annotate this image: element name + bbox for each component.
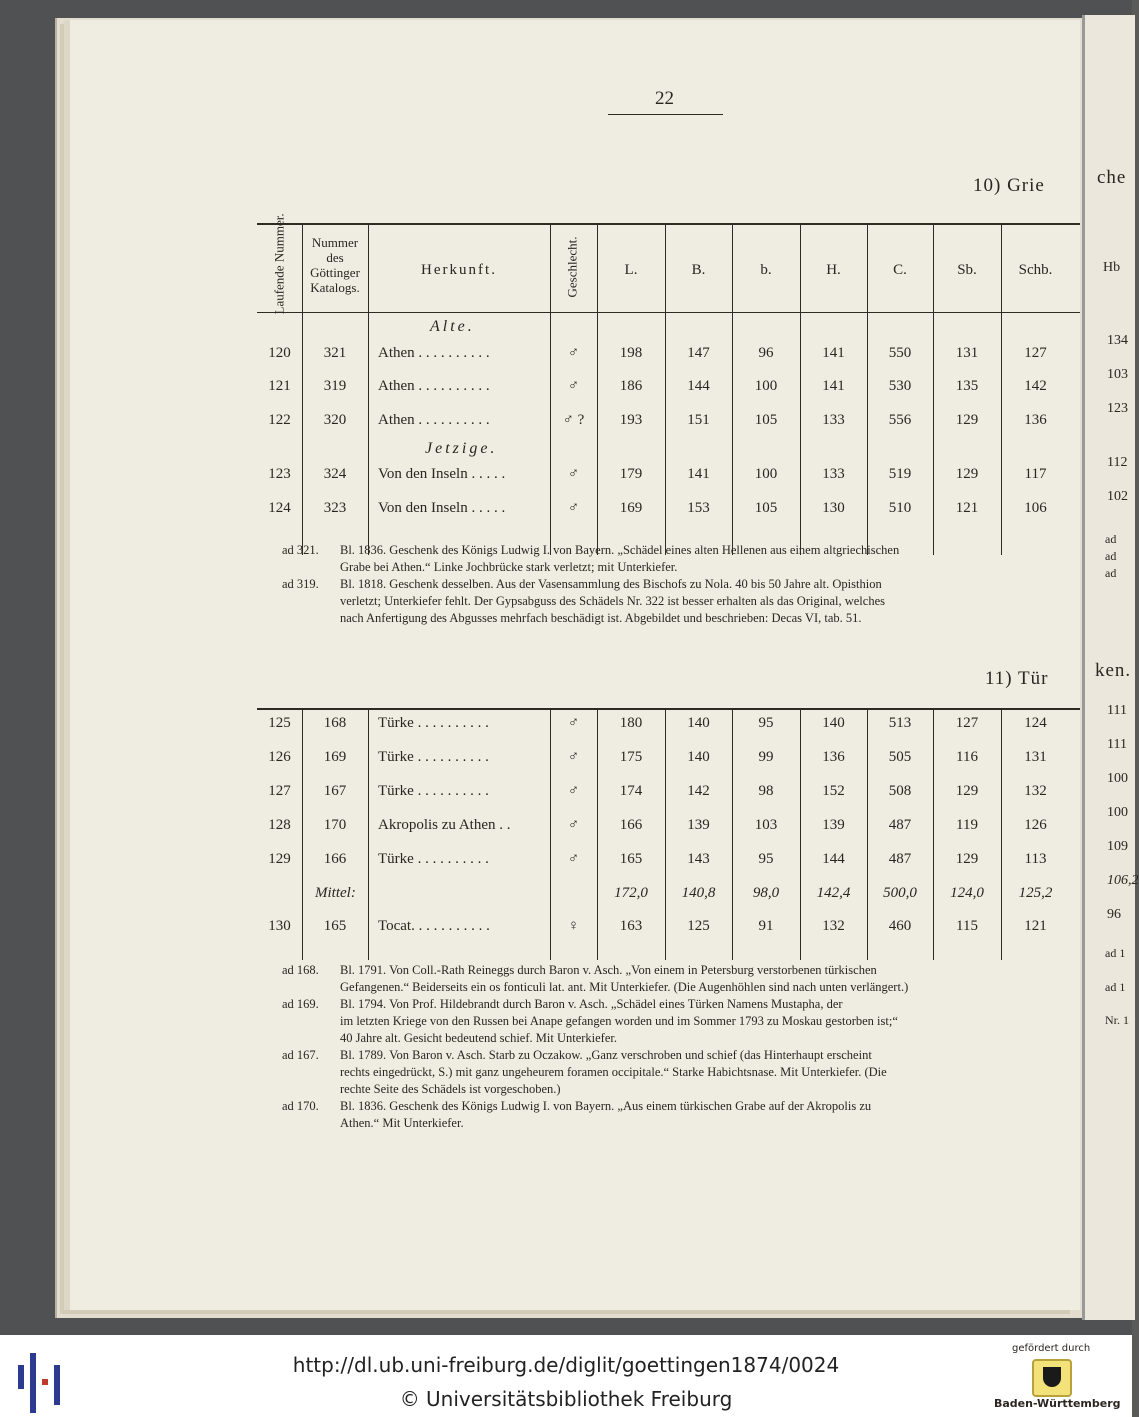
table-cell-Sb: 115 xyxy=(956,918,978,934)
table-cell-L: 163 xyxy=(619,918,643,934)
mittel-l: 172,0 xyxy=(614,885,648,901)
table-cell-C: 505 xyxy=(888,749,912,765)
note-line: rechte Seite des Schädels ist vorgeschoben.) xyxy=(340,1082,561,1096)
table-cell-herkunft: Athen . . . . . . . . . . xyxy=(378,345,490,361)
facing-value: 111 xyxy=(1107,703,1127,718)
sponsor-top: gefördert durch xyxy=(1012,1343,1091,1354)
table-cell-sex: ♂ xyxy=(567,749,580,765)
facing-value: 106,2 xyxy=(1107,873,1139,888)
table-cell-L: 198 xyxy=(619,345,643,361)
table-cell-lfd: 121 xyxy=(268,378,291,394)
facing-value: 102 xyxy=(1107,489,1128,504)
table-cell-lfd: 129 xyxy=(268,851,291,867)
facing-note: ad 1 xyxy=(1105,980,1126,994)
table-cell-H: 130 xyxy=(822,500,845,516)
facing-value: 109 xyxy=(1107,839,1128,854)
table-cell-herkunft: Von den Inseln . . . . . xyxy=(378,466,506,482)
header-geschlecht: Geschlecht. xyxy=(564,236,580,298)
header-herkunft: Herkunft. xyxy=(421,262,497,278)
header-nummer: Nummer des Göttinger Katalogs. xyxy=(310,235,360,295)
page-number: 22 xyxy=(655,88,674,109)
table-cell-C: 510 xyxy=(888,500,912,516)
source-url[interactable]: http://dl.ub.uni-freiburg.de/diglit/goettingen1874/0024 xyxy=(292,1353,840,1377)
note-line: verletzt; Unterkiefer fehlt. Der Gypsabguss des Schädels Nr. 322 ist besser erhalten als das Original, welches xyxy=(340,594,885,608)
note-ref: ad 170. xyxy=(282,1099,319,1113)
facing-note: ad xyxy=(1105,549,1117,563)
note-line: Bl. 1836. Geschenk des Königs Ludwig I. von Bayern. „Aus einem türkischen Grabe auf der Akropolis zu xyxy=(340,1099,872,1113)
note-line: Gefangenen.“ Beiderseits ein os fonticuli lat. ant. Mit Unterkiefer. (Die Augenhöhlen sind nach unten verlängert.) xyxy=(340,980,909,994)
table-cell-nr: 165 xyxy=(323,918,347,934)
table-cell-Schb: 106 xyxy=(1024,500,1047,516)
note-ref: ad 167. xyxy=(282,1048,319,1062)
coat-of-arms-icon xyxy=(1032,1359,1072,1397)
copyright: © Universitätsbibliothek Freiburg xyxy=(399,1387,733,1411)
table-cell-lfd: 124 xyxy=(268,500,291,516)
note-line: Bl. 1791. Von Coll.-Rath Reineggs durch Baron v. Asch. „Von einem in Petersburg verstorbenen türkischen xyxy=(340,963,877,977)
table-cell-H: 140 xyxy=(822,715,845,731)
table-cell-b: 105 xyxy=(754,500,778,516)
table-cell-L: 174 xyxy=(619,783,643,799)
facing-value: 123 xyxy=(1107,401,1128,416)
table-cell-L: 165 xyxy=(619,851,643,867)
table-cell-H: 141 xyxy=(822,345,845,361)
group-label-jetzige: Jetzige. xyxy=(425,440,498,457)
header-b: B. xyxy=(691,262,706,278)
logo-dot xyxy=(42,1379,48,1385)
note-line: nach Anfertigung des Abgusses mehrfach beschädigt ist. Abgebildet und beschrieben: Decas VI, tab. 51. xyxy=(340,611,862,625)
note-ref: ad 319. xyxy=(282,577,319,591)
facing-page-edge xyxy=(1082,15,1139,1320)
table-cell-sex: ♂ xyxy=(567,345,580,361)
group-label-alte: Alte. xyxy=(430,318,475,335)
table-cell-H: 139 xyxy=(822,817,845,833)
facing-note: ad xyxy=(1105,566,1117,580)
table-cell-H: 133 xyxy=(822,466,845,482)
table-cell-Schb: 126 xyxy=(1024,817,1047,833)
facing-note: Nr. 1 xyxy=(1105,1013,1129,1027)
table-cell-B: 144 xyxy=(687,378,710,394)
table-cell-H: 132 xyxy=(822,918,845,934)
table-cell-C: 550 xyxy=(888,345,912,361)
table-cell-Schb: 124 xyxy=(1024,715,1047,731)
table-cell-L: 193 xyxy=(619,412,643,428)
table-cell-lfd: 123 xyxy=(268,466,291,482)
table-cell-Sb: 135 xyxy=(955,378,979,394)
table-cell-sex: ♂ xyxy=(567,378,580,394)
mittel-h: 142,4 xyxy=(816,885,851,901)
table-cell-B: 141 xyxy=(687,466,710,482)
table-cell-B: 143 xyxy=(687,851,710,867)
table-cell-lfd: 122 xyxy=(268,412,291,428)
mittel-b: 140,8 xyxy=(681,885,716,901)
table-cell-nr: 170 xyxy=(323,817,347,833)
note-line: Athen.“ Mit Unterkiefer. xyxy=(340,1116,464,1130)
table-cell-Sb: 129 xyxy=(955,412,979,428)
table-cell-lfd: 125 xyxy=(268,715,291,731)
table-cell-B: 153 xyxy=(687,500,710,516)
table-cell-herkunft: Tocat. . . . . . . . . . . xyxy=(378,918,490,934)
table-cell-herkunft: Athen . . . . . . . . . . xyxy=(378,412,490,428)
section-title-10: 10) Grie xyxy=(973,175,1045,196)
facing-note: ad 1 xyxy=(1105,946,1126,960)
table-cell-herkunft: Athen . . . . . . . . . . xyxy=(378,378,490,394)
table-cell-nr: 166 xyxy=(323,851,347,867)
table-cell-herkunft: Akropolis zu Athen . . xyxy=(378,817,511,833)
table-cell-b: 91 xyxy=(758,918,774,934)
mittel-label: Mittel: xyxy=(315,885,356,901)
facing-value: 134 xyxy=(1107,333,1128,348)
facing-value: 100 xyxy=(1107,805,1128,820)
table-cell-b: 95 xyxy=(758,715,774,731)
table-cell-B: 139 xyxy=(687,817,710,833)
table-cell-sex: ♀ xyxy=(567,918,580,934)
table-cell-b: 100 xyxy=(754,466,778,482)
table-cell-lfd: 120 xyxy=(268,345,291,361)
table-cell-B: 147 xyxy=(687,345,710,361)
table-cell-b: 100 xyxy=(754,378,778,394)
facing-value: 103 xyxy=(1107,367,1128,382)
table-cell-nr: 323 xyxy=(323,500,347,516)
table-cell-L: 186 xyxy=(619,378,643,394)
header-lfd: Laufende Nummer. xyxy=(271,213,287,315)
table-cell-H: 141 xyxy=(822,378,845,394)
mittel-sb: 124,0 xyxy=(950,885,984,901)
facing-title: che xyxy=(1097,167,1127,188)
table-cell-Schb: 132 xyxy=(1024,783,1047,799)
table-cell-sex: ♂ xyxy=(567,500,580,516)
note-line: 40 Jahre alt. Gesicht bedeutend schief. Mit Unterkiefer. xyxy=(340,1031,617,1045)
book-page xyxy=(70,20,1080,1310)
table-cell-nr: 168 xyxy=(323,715,347,731)
table-cell-Schb: 121 xyxy=(1024,918,1047,934)
facing-value: 112 xyxy=(1107,455,1128,470)
mittel-b: 98,0 xyxy=(752,885,780,901)
facing-header: Hb xyxy=(1103,260,1121,275)
table-cell-sex: ♂ xyxy=(567,851,580,867)
table-cell-nr: 319 xyxy=(323,378,347,394)
table-cell-Schb: 136 xyxy=(1024,412,1047,428)
table-cell-Schb: 113 xyxy=(1024,851,1047,867)
table-cell-C: 513 xyxy=(888,715,912,731)
table-cell-nr: 321 xyxy=(323,345,347,361)
table-cell-lfd: 126 xyxy=(268,749,291,765)
table-cell-sex: ♂ xyxy=(567,466,580,482)
facing-note: ad xyxy=(1105,532,1117,546)
table-cell-Sb: 131 xyxy=(955,345,979,361)
facing-value: 111 xyxy=(1107,737,1127,752)
note-ref: ad 321. xyxy=(282,543,319,557)
header-l: L. xyxy=(624,262,638,278)
table-cell-nr: 320 xyxy=(323,412,347,428)
table-cell-herkunft: Von den Inseln . . . . . xyxy=(378,500,506,516)
table-cell-C: 487 xyxy=(888,851,912,867)
table-cell-b: 99 xyxy=(758,749,774,765)
sponsor-bottom: Baden-Württemberg xyxy=(994,1397,1121,1410)
table-cell-C: 508 xyxy=(888,783,912,799)
table-cell-C: 530 xyxy=(888,378,912,394)
table-cell-b: 103 xyxy=(754,817,778,833)
footer xyxy=(0,1335,1132,1417)
table-cell-C: 487 xyxy=(888,817,912,833)
table-cell-Sb: 119 xyxy=(956,817,978,833)
table-cell-H: 136 xyxy=(822,749,845,765)
note-line: Grabe bei Athen.“ Linke Jochbrücke stark verletzt; mit Unterkiefer. xyxy=(340,560,678,574)
column-rule xyxy=(368,710,369,960)
table-cell-nr: 324 xyxy=(323,466,347,482)
section-title-11: 11) Tür xyxy=(985,668,1049,689)
table-cell-L: 175 xyxy=(619,749,643,765)
mittel-schb: 125,2 xyxy=(1018,885,1053,901)
header-h: H. xyxy=(826,262,841,278)
table-cell-B: 140 xyxy=(687,749,710,765)
table-cell-b: 95 xyxy=(758,851,774,867)
table-cell-L: 180 xyxy=(619,715,643,731)
note-line: Bl. 1818. Geschenk desselben. Aus der Vasensammlung des Bischofs zu Nola. 40 bis 50 Jahre alt. Opisthion xyxy=(340,577,882,591)
table-cell-C: 556 xyxy=(888,412,912,428)
facing-value: 100 xyxy=(1107,771,1128,786)
table-cell-B: 151 xyxy=(687,412,710,428)
table-cell-Schb: 142 xyxy=(1024,378,1047,394)
facing-section-11: ken. xyxy=(1095,660,1132,681)
table-cell-herkunft: Türke . . . . . . . . . . xyxy=(378,783,489,799)
table-cell-Schb: 127 xyxy=(1024,345,1047,361)
table-cell-Sb: 129 xyxy=(955,466,979,482)
table-cell-sex: ♂ xyxy=(567,783,580,799)
table-cell-Sb: 116 xyxy=(956,749,978,765)
table-cell-herkunft: Türke . . . . . . . . . . xyxy=(378,715,489,731)
table-cell-Sb: 129 xyxy=(955,851,979,867)
note-ref: ad 168. xyxy=(282,963,319,977)
table-cell-C: 460 xyxy=(888,918,912,934)
table-cell-b: 96 xyxy=(758,345,774,361)
table-cell-sex: ♂ ? xyxy=(562,412,585,428)
table-cell-C: 519 xyxy=(888,466,912,482)
table-cell-H: 152 xyxy=(822,783,845,799)
table-cell-herkunft: Türke . . . . . . . . . . xyxy=(378,851,489,867)
header-c: C. xyxy=(893,262,907,278)
table-cell-Sb: 121 xyxy=(955,500,979,516)
table-cell-Sb: 127 xyxy=(955,715,979,731)
header-b: b. xyxy=(760,262,772,278)
table-cell-herkunft: Türke . . . . . . . . . . xyxy=(378,749,489,765)
table-cell-nr: 167 xyxy=(323,783,347,799)
table-cell-H: 144 xyxy=(822,851,845,867)
table-cell-H: 133 xyxy=(822,412,845,428)
table-cell-Sb: 129 xyxy=(955,783,979,799)
table-cell-B: 140 xyxy=(687,715,710,731)
table-cell-Schb: 131 xyxy=(1024,749,1047,765)
note-line: Bl. 1794. Von Prof. Hildebrandt durch Baron v. Asch. „Schädel eines Türken Namens Mustapha, der xyxy=(340,997,843,1011)
note-line: Bl. 1789. Von Baron v. Asch. Starb zu Oczakow. „Ganz verschroben und schief (das Hinterhaupt erscheint xyxy=(340,1048,872,1062)
table-cell-B: 125 xyxy=(687,918,710,934)
mittel-c: 500,0 xyxy=(883,885,917,901)
header-sb: Sb. xyxy=(957,262,977,278)
table-cell-L: 169 xyxy=(619,500,643,516)
table-cell-b: 98 xyxy=(758,783,774,799)
table-cell-lfd: 130 xyxy=(268,918,291,934)
table-cell-lfd: 128 xyxy=(268,817,291,833)
note-line: rechts eingedrückt, S.) mit ganz ungeheurem foramen occipitale.“ Starke Habichtsnase. Mit Unterkiefer. (Die xyxy=(340,1065,887,1079)
table-cell-b: 105 xyxy=(754,412,778,428)
table-cell-L: 166 xyxy=(619,817,643,833)
facing-value: 96 xyxy=(1107,907,1121,922)
note-ref: ad 169. xyxy=(282,997,319,1011)
header-schb: Schb. xyxy=(1018,262,1053,278)
table-cell-lfd: 127 xyxy=(268,783,291,799)
table-cell-L: 179 xyxy=(619,466,643,482)
note-line: im letzten Kriege von den Russen bei Anape gefangen worden und im Sommer 1793 zu Moskau gestorben ist;“ xyxy=(340,1014,898,1028)
table-cell-B: 142 xyxy=(687,783,710,799)
table-cell-sex: ♂ xyxy=(567,715,580,731)
note-line: Bl. 1836. Geschenk des Königs Ludwig I. von Bayern. „Schädel eines alten Hellenen aus einem altgriechischen xyxy=(340,543,900,557)
table-cell-sex: ♂ xyxy=(567,817,580,833)
table-cell-nr: 169 xyxy=(323,749,347,765)
table-cell-Schb: 117 xyxy=(1024,466,1047,482)
